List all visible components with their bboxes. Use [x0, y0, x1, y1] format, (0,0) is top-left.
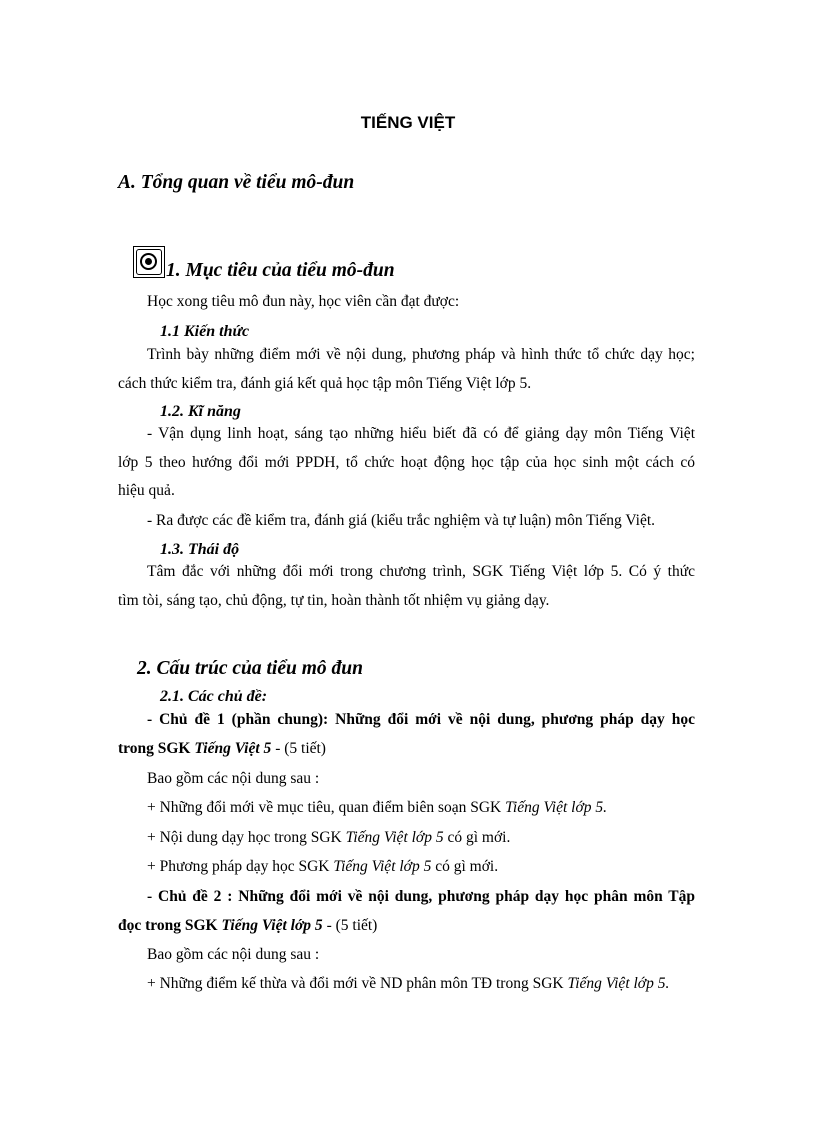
- topic-1-item-2-text: + Nội dung dạy học trong SGK: [147, 829, 346, 846]
- topic-2-includes: Bao gồm các nội dung sau :: [147, 946, 320, 963]
- skills-line-2: lớp 5 theo hướng đổi mới PPDH, tổ chức hoạt động học tập của học sinh một cách có: [118, 454, 695, 471]
- section-a-heading: A. Tổng quan về tiểu mô-đun: [118, 172, 355, 193]
- topic-1-book-title: Tiếng Việt 5: [194, 740, 272, 757]
- topic-2-item-1: [147, 975, 669, 993]
- topic-2-item-1-text: + Những điểm kế thừa và đổi mới về ND phân môn TĐ trong SGK: [147, 975, 568, 992]
- topic-1-line-1: - Chủ đề 1 (phần chung): Những đổi mới về nội dung, phương pháp dạy học: [147, 711, 695, 728]
- knowledge-line-2: cách thức kiểm tra, đánh giá kết quả học tập môn Tiếng Việt lớp 5.: [118, 375, 532, 392]
- section-2-heading: 2. Cấu trúc của tiểu mô đun: [137, 658, 363, 679]
- skills-line-4: - Ra được các đề kiểm tra, đánh giá (kiểu trắc nghiệm và tự luận) môn Tiếng Việt.: [147, 512, 656, 529]
- topic-2-line-1: - Chủ đề 2 : Những đổi mới về nội dung, phương pháp dạy học phân môn Tập: [147, 888, 695, 905]
- skills-line-3: hiệu quả.: [118, 482, 175, 499]
- attitude-line-2: tìm tòi, sáng tạo, chủ động, tự tin, hoàn thành tốt nhiệm vụ giảng dạy.: [118, 592, 550, 609]
- skills-line-1: - Vận dụng linh hoạt, sáng tạo những hiểu biết đã có để giảng dạy môn Tiếng Việt: [147, 425, 695, 442]
- topic-1-item-1-book: Tiếng Việt lớp 5.: [505, 799, 607, 816]
- topic-1-line-2-prefix: trong SGK: [118, 740, 195, 757]
- topic-2-duration: - (5 tiết): [322, 917, 378, 934]
- topic-2-line-2: [118, 917, 377, 935]
- topic-2-line-2-prefix: đọc trong SGK: [118, 917, 222, 934]
- topic-1-duration: - (5 tiết): [271, 740, 326, 757]
- attitude-line-1: Tâm đắc với những đổi mới trong chương trình, SGK Tiếng Việt lớp 5. Có ý thức: [147, 563, 695, 580]
- topic-1-line-2: [118, 740, 326, 758]
- topics-heading: 2.1. Các chủ đề:: [160, 688, 268, 705]
- topic-1-item-1-text: + Những đổi mới về mục tiêu, quan điểm biên soạn SGK: [147, 799, 506, 816]
- topic-1-item-2-book: Tiếng Việt lớp 5: [345, 829, 444, 846]
- topic-1-item-3-book: Tiếng Việt lớp 5: [333, 858, 432, 875]
- section-1-intro: Học xong tiêu mô đun này, học viên cần đạt được:: [147, 293, 460, 310]
- page-title: TIẾNG VIỆT: [360, 113, 456, 132]
- topic-1-item-2: [147, 829, 510, 847]
- topic-2-book-title: Tiếng Việt lớp 5: [221, 917, 323, 934]
- knowledge-line-1: Trình bày những điểm mới về nội dung, phương pháp và hình thức tổ chức dạy học;: [147, 346, 695, 363]
- topic-1-item-3: [147, 858, 498, 876]
- topic-1-item-2-rest: có gì mới.: [443, 829, 511, 846]
- topic-1-item-3-text: + Phương pháp dạy học SGK: [147, 858, 334, 875]
- skills-heading: 1.2. Kĩ năng: [160, 403, 241, 420]
- knowledge-heading: 1.1 Kiến thức: [160, 323, 250, 340]
- topic-2-item-1-book: Tiếng Việt lớp 5.: [567, 975, 670, 992]
- topic-1-includes: Bao gồm các nội dung sau :: [147, 770, 320, 787]
- topic-1-item-1: [147, 799, 607, 817]
- section-1-heading: 1. Mục tiêu của tiểu mô-đun: [166, 260, 395, 281]
- attitude-heading: 1.3. Thái độ: [160, 541, 240, 558]
- topic-1-item-3-rest: có gì mới.: [431, 858, 499, 875]
- target-icon: [133, 246, 165, 278]
